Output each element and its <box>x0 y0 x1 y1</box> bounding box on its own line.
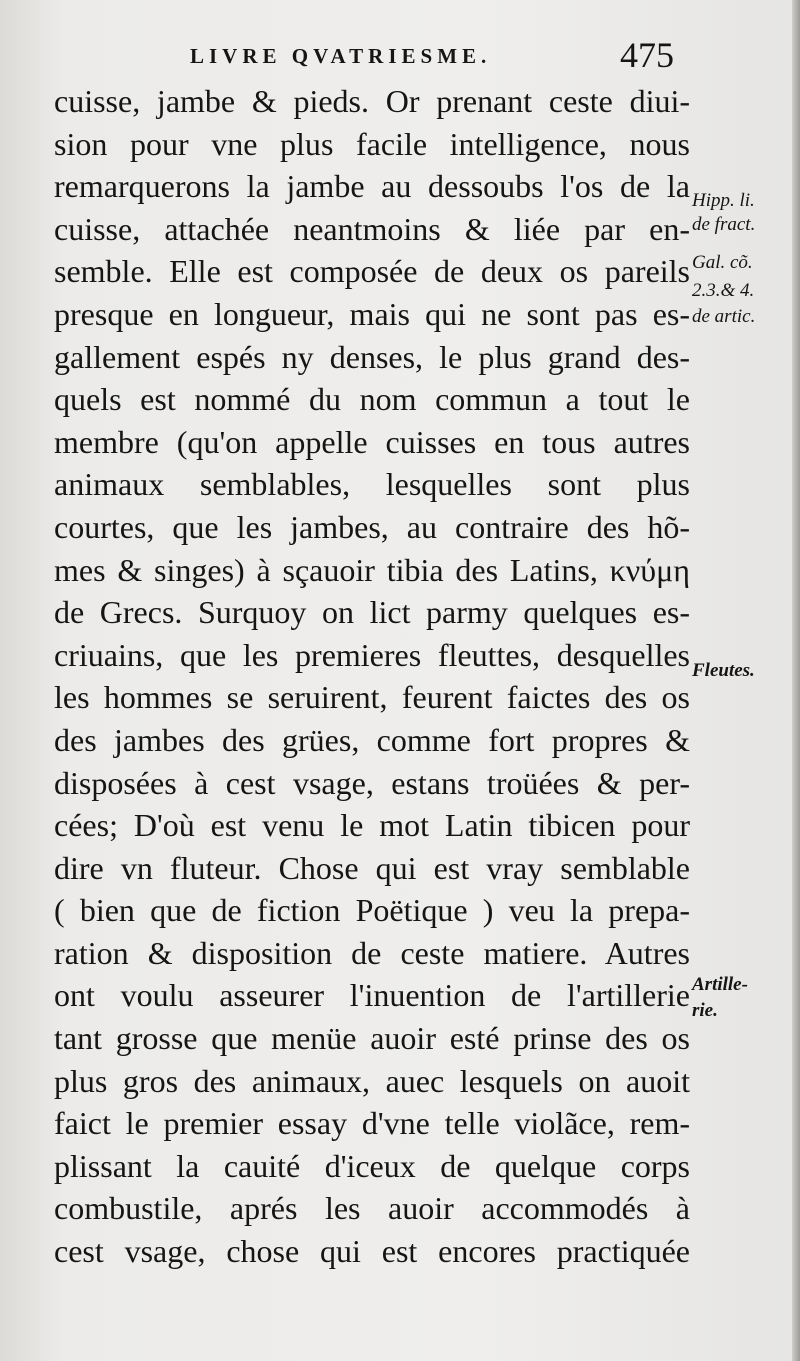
text-line: plus gros des animaux, auec lesquels on auoit <box>54 1062 690 1099</box>
page-edge-shadow <box>792 0 800 1361</box>
text-line: sion pour vne plus facile intelligence, nous <box>54 125 690 162</box>
text-line: semble. Elle est composée de deux os pareils <box>54 253 690 290</box>
text-line: disposées à cest vsage, estans troüées & per- <box>54 764 690 801</box>
text-line: cuisse, jambe & pieds. Or prenant ceste diui- <box>54 83 690 119</box>
margin-note: Artille- <box>692 974 748 995</box>
text-line: cest vsage, chose qui est encores practiquée <box>54 1233 690 1270</box>
text-line: ( bien que de fiction Poëtique ) veu la prepa- <box>54 892 690 929</box>
text-line: cuisse, attachée neantmoins & liée par en- <box>54 210 690 247</box>
margin-note: Fleutes. <box>692 660 755 681</box>
page-number: 475 <box>620 35 674 75</box>
text-line: dire vn fluteur. Chose qui est vray semblable <box>54 849 690 886</box>
text-line: les hommes se seruirent, feurent faictes des os <box>54 679 690 716</box>
text-line: combustile, aprés les auoir accommodés à <box>54 1190 690 1227</box>
page-header <box>190 36 690 80</box>
margin-note: de fract. <box>692 214 756 235</box>
margin-note: rie. <box>692 1000 718 1021</box>
text-line: ont voulu asseurer l'inuention de l'artillerie <box>54 977 690 1014</box>
text-line: mes & singes) à sçauoir tibia des Latins, κνύμη <box>54 551 690 588</box>
text-line: ration & disposition de ceste matiere. Autres <box>54 934 690 971</box>
text-line: courtes, que les jambes, au contraire des hõ- <box>54 508 690 545</box>
text-line: cées; D'où est venu le mot Latin tibicen pour <box>54 807 690 844</box>
text-line: tant grosse que menüe auoir esté prinse des os <box>54 1020 690 1057</box>
margin-note: 2.3.& 4. <box>692 280 755 301</box>
text-line: presque en longueur, mais qui ne sont pas es- <box>54 295 690 332</box>
text-line: membre (qu'on appelle cuisses en tous autres <box>54 423 690 460</box>
text-line: animaux semblables, lesquelles sont plus <box>54 466 690 503</box>
text-line: de Grecs. Surquoy on lict parmy quelques es- <box>54 594 690 631</box>
text-line: faict le premier essay d'vne telle violãce, rem- <box>54 1105 690 1142</box>
body-text <box>54 80 690 1273</box>
text-line: plissant la cauité d'iceux de quelque corps <box>54 1147 690 1184</box>
margin-note: de artic. <box>692 306 756 327</box>
text-line: criuains, que les premieres fleuttes, desquelles <box>54 636 690 673</box>
text-line: des jambes des grües, comme fort propres & <box>54 721 690 758</box>
running-title: LIVRE QVATRIESME. <box>190 44 492 68</box>
text-line: remarquerons la jambe au dessoubs l'os de la <box>54 168 690 205</box>
text-line: quels est nommé du nom commun a tout le <box>54 381 690 418</box>
text-line: gallement espés ny denses, le plus grand des- <box>54 338 690 375</box>
margin-note: Hipp. li. <box>692 190 755 211</box>
margin-note: Gal. cõ. <box>692 252 753 273</box>
